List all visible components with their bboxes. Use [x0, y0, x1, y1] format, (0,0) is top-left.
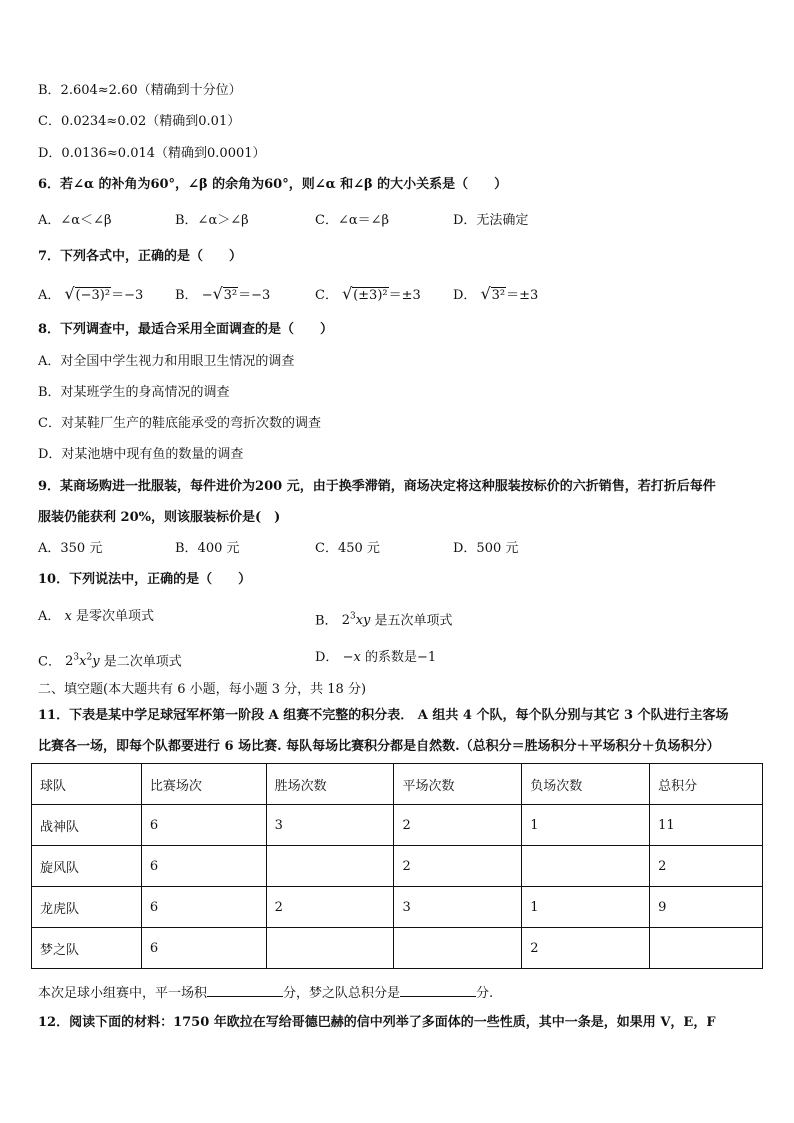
q9-option-a: A．350 元 [38, 541, 103, 556]
q9-option-c: C．450 元 [315, 541, 380, 556]
table-row [32, 928, 763, 969]
q10-stem: 10．下列说法中，正确的是（ ） [38, 572, 252, 587]
section-heading: 二、填空题(本大题共有 6 小题，每小题 3 分，共 18 分) [38, 682, 367, 697]
q12-stem: 12．阅读下面的材料：1750 年欧拉在写给哥德巴赫的信中列举了多面体的一些性质，其中一条是，如果用 V，E，F [38, 1015, 716, 1030]
q10-option-c: C． $2^3x^2y$ 是二次单项式 [38, 653, 182, 670]
answer-blank[interactable] [400, 982, 476, 997]
table-cell: 2 [266, 887, 394, 928]
table-cell: 6 [141, 887, 266, 928]
table-cell: 2 [522, 928, 650, 969]
table-cell: 梦之队 [32, 928, 142, 969]
q9-stem-line2: 服装仍能获利 20%，则该服装标价是( ) [38, 510, 281, 525]
q11-stem-line2: 比赛各一场，即每个队都要进行 6 场比赛. 每队每场比赛积分都是自然数.（总积分＝胜场积分＋平场积分＋负场积分） [38, 739, 720, 754]
table-row [32, 887, 763, 928]
q6-option-b: B．∠α＞∠β [175, 213, 249, 228]
q9-stem-line1: 9．某商场购进一批服装，每件进价为200 元，由于换季滞销，商场决定将这种服装按标价的六折销售，若打折后每件 [38, 479, 716, 494]
q6-option-d: D．无法确定 [453, 213, 529, 228]
table-header-cell: 总积分 [650, 764, 763, 805]
table-cell [650, 928, 763, 969]
q11-blanks: 本次足球小组赛中，平一场积 分，梦之队总积分是 分. [38, 982, 493, 1003]
q8-option-c: C．对某鞋厂生产的鞋底能承受的弯折次数的调查 [38, 416, 321, 431]
table-cell: 11 [650, 805, 763, 846]
q8-option-d: D．对某池塘中现有鱼的数量的调查 [38, 447, 244, 462]
q10-option-b: B． $2^3xy$ 是五次单项式 [315, 612, 453, 629]
sqrt-symbol: √ (−3)² [65, 287, 112, 305]
q7-option-a: A． √ (−3)²＝−3 [38, 287, 143, 305]
table-header-cell: 比赛场次 [141, 764, 266, 805]
q7-stem: 7．下列各式中，正确的是（ ） [38, 249, 243, 264]
q8-stem: 8．下列调查中，最适合采用全面调查的是（ ） [38, 322, 334, 337]
q8-option-a: A．对全国中学生视力和用眼卫生情况的调查 [38, 354, 295, 369]
table-cell: 1 [522, 805, 650, 846]
q9-option-b: B．400 元 [175, 541, 240, 556]
table-header-cell: 球队 [32, 764, 142, 805]
q11-stem-line1: 11．下表是某中学足球冠军杯第一阶段 A 组赛不完整的积分表． A 组共 4 个队，每个队分别与其它 3 个队进行主客场 [38, 708, 729, 723]
table-cell: 3 [266, 805, 394, 846]
table-cell [266, 928, 394, 969]
table-cell: 6 [141, 928, 266, 969]
table-cell: 2 [394, 846, 522, 887]
table-cell: 2 [650, 846, 763, 887]
table-cell: 龙虎队 [32, 887, 142, 928]
q10-option-d: D． −x 的系数是−1 [315, 650, 437, 665]
table-cell: 3 [394, 887, 522, 928]
table-cell [522, 846, 650, 887]
table-row [32, 846, 763, 887]
q8-option-b: B．对某班学生的身高情况的调查 [38, 385, 230, 400]
table-header-cell: 胜场次数 [266, 764, 394, 805]
q9-option-d: D．500 元 [453, 541, 519, 556]
sqrt-symbol: √ (±3)² [342, 287, 389, 305]
table-header-cell: 负场次数 [522, 764, 650, 805]
q6-stem: 6．若∠α 的补角为60°，∠β 的余角为60°，则∠α 和∠β 的大小关系是（ ） [38, 177, 508, 192]
table-cell: 1 [522, 887, 650, 928]
q7-option-d: D． √ 3²＝±3 [453, 287, 538, 305]
q7-option-c: C． √ (±3)²＝±3 [315, 287, 421, 305]
sqrt-symbol: √ 3² [481, 287, 506, 305]
q5-option-b: B．2.604≈2.60（精确到十分位） [38, 83, 242, 98]
table-cell: 2 [394, 805, 522, 846]
table-cell: 6 [141, 805, 266, 846]
table-cell [266, 846, 394, 887]
table-cell: 战神队 [32, 805, 142, 846]
q5-option-d: D．0.0136≈0.014（精确到0.0001） [38, 146, 266, 161]
q7-option-b: B． −√ 3²＝−3 [175, 287, 270, 305]
table-row [32, 805, 763, 846]
q10-option-a: A． x 是零次单项式 [38, 609, 155, 624]
table-cell: 6 [141, 846, 266, 887]
table-header-row [32, 764, 763, 805]
table-cell: 旋风队 [32, 846, 142, 887]
answer-blank[interactable] [207, 982, 283, 997]
table-cell [394, 928, 522, 969]
q6-option-c: C．∠α＝∠β [315, 213, 390, 228]
q5-option-c: C．0.0234≈0.02（精确到0.01） [38, 114, 241, 129]
q6-option-a: A．∠α＜∠β [38, 213, 112, 228]
sqrt-symbol: √ 3² [213, 287, 238, 305]
table-cell: 9 [650, 887, 763, 928]
score-table [31, 763, 763, 969]
table-header-cell: 平场次数 [394, 764, 522, 805]
